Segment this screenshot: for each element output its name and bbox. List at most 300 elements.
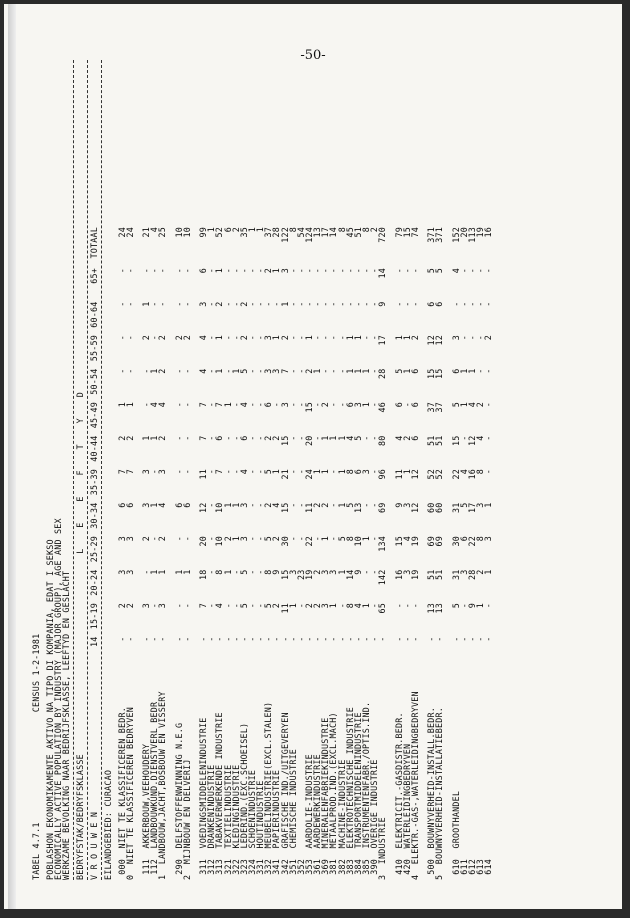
row-value: 13 [426,603,437,614]
row-label: 313 TABAKVERWERKENDE INDUSTRIE [214,712,225,880]
row-value: - [458,335,469,341]
row-value: 1 [287,603,298,609]
row-value: 2 [401,435,412,441]
row-value: - [173,469,184,475]
row-value: 2 [271,435,282,441]
row-label: 390 OVERIGE INDUSTRIE [369,759,380,880]
row-value: 4 [271,502,282,508]
row-value: - [409,636,420,642]
total-col-header: TOTAAL [88,227,99,259]
row-value: 3 [238,536,249,542]
row-value: - [173,536,184,542]
row-value: 2 [474,402,485,408]
row-value: - [247,502,258,508]
row-value: 37 [426,402,437,413]
row-value: 1 [401,335,412,341]
row-value: 2 [304,368,315,374]
row-value: - [450,636,461,642]
row-value: 17 [377,335,388,346]
row-value: - [149,469,160,475]
row-value: 3 [141,502,152,508]
row-value: 6 [198,268,209,274]
table-id: TABEL 4.7.1 [31,822,41,880]
row-value: - [450,301,461,307]
row-total: 6 [222,227,233,233]
row-value: 20 [198,536,209,547]
table-row [378,60,386,880]
row-value: - [230,402,241,408]
row-value: 5 [458,502,469,508]
row-value: - [393,301,404,307]
row-total: 113 [466,227,477,243]
table-title-2: ECONOMICALLY ACTIVE POPULATION BY INDUSTRY (MAJOR GROUP), AGE AND SEX [53,518,64,880]
row-total: 1 [247,227,258,233]
row-value: 2 [304,603,315,609]
row-value: - [312,335,323,341]
page-binding [8,4,16,909]
row-value: 1 [474,603,485,609]
row-value: - [474,636,485,642]
row-value: 5 [434,268,445,274]
age-col-header: 20-24 [88,569,99,596]
row-value: 3 [157,469,168,475]
row-value: 4 [458,469,469,475]
row-label: 385 INSTRUMENTENFABR./OPTIS.IND. [361,701,371,880]
row-value: 1 [458,368,469,374]
row-value: - [328,402,339,408]
age-col-header: 35-39 [88,469,99,496]
row-value: 6 [450,368,461,374]
row-value: - [458,603,469,609]
row-value: - [124,301,135,307]
census-label: CENSUS 1-2-1981 [31,633,41,713]
row-value: - [255,402,266,408]
header-rule-top [73,60,74,880]
row-value: - [336,603,347,609]
row-value: - [320,335,331,341]
row-value: 5 [263,469,274,475]
row-value: 9 [377,301,388,307]
row-value: 22 [450,469,461,480]
row-label: 614 [483,848,494,880]
row-value: - [361,502,371,508]
row-value [167,603,175,637]
row-value: 134 [377,536,388,552]
age-col-header: 45-49 [88,402,99,429]
row-value: 1 [222,402,233,408]
row-value: - [157,636,168,642]
row-value: - [328,335,339,341]
row-value [443,335,451,369]
row-value: 4 [157,502,168,508]
row-value: 3 [320,569,331,575]
row-value [191,335,199,369]
row-value: - [116,636,127,642]
row-value: - [352,636,363,642]
row-value: 3 [483,536,494,542]
row-value: 2 [474,569,485,575]
row-value: - [206,402,217,408]
row-value: 1 [328,435,339,441]
row-value: - [222,469,233,475]
row-label: 331 HOUTINDUSTRIE [255,780,266,880]
row-value [167,402,175,436]
row-value: - [230,301,241,307]
row-value: - [483,402,494,408]
row-value: 1 [336,569,347,575]
row-value: 12 [434,335,445,346]
row-value: 1 [393,335,404,341]
row-value: - [255,435,266,441]
row-value: 4 [238,469,249,475]
row-label: 0 NIET TE KLASSIFICEREN BEDRYVEN [124,707,135,880]
row-value: - [255,502,266,508]
row-value: - [369,636,380,642]
row-value: 1 [361,603,371,609]
age-col-header: 15-19 [88,603,99,630]
row-value: 5 [238,569,249,575]
row-value: 10 [214,536,225,547]
row-value: - [149,335,160,341]
row-value: - [295,402,306,408]
row-value: - [181,536,192,542]
row-value: 6 [426,301,437,307]
row-value: - [271,636,282,642]
row-label: 341 PAPIERINDUSTRIE [271,769,282,880]
row-value: - [287,469,298,475]
row-value: 12 [409,502,420,513]
row-value: 4 [198,335,209,341]
row-value: 2 [124,603,135,609]
row-total: 51 [352,227,363,238]
row-value: 1 [149,435,160,441]
row-total: 14 [328,227,339,238]
row-value: - [247,268,258,274]
table-row [411,60,419,880]
row-value: - [255,603,266,609]
row-value: 3 [458,569,469,575]
row-value: 3 [328,569,339,575]
row-value: 15 [426,368,437,379]
row-value: - [295,502,306,508]
row-value: - [116,301,127,307]
header-rule-mid [87,60,88,880]
row-value [443,603,451,637]
row-value: 16 [393,569,404,580]
row-value: - [304,268,315,274]
row-value: 20 [304,435,315,446]
row-value: 2 [157,536,168,542]
row-value: 1 [361,368,371,374]
row-value [134,536,142,570]
row-value [191,603,199,637]
row-value: 1 [361,536,371,542]
area-label: EILANDGEBIED: CURACAO [102,769,113,880]
row-value: 4 [393,435,404,441]
row-value: 13 [434,603,445,614]
row-value: 8 [263,569,274,575]
row-value: 3 [263,335,274,341]
row-value: 2 [238,335,249,341]
row-value: 1 [141,301,152,307]
row-value: 11 [279,603,290,614]
row-value: - [287,268,298,274]
row-value [386,335,394,369]
row-value: 69 [377,502,388,513]
row-value: - [287,502,298,508]
row-value: 3 [116,536,127,542]
row-value: - [222,268,233,274]
row-value: 2 [157,435,168,441]
row-value: - [230,268,241,274]
row-value: 4 [344,435,355,441]
row-value: 2 [263,435,274,441]
row-value: 18 [198,569,209,580]
row-label: 112 LANDBOUWKUND.DIENSTVERL BEDR [149,701,160,880]
row-value: 6 [263,402,274,408]
row-value: 1 [157,569,168,575]
row-value: - [295,469,306,475]
row-label: 1 LANDBOUW,JACHT,BOSBOUW EN VISSERY [157,691,168,880]
row-value: - [206,268,217,274]
row-value: - [361,569,371,575]
row-value: - [361,268,371,274]
row-value: - [206,569,217,575]
row-value: 1 [483,502,494,508]
row-value: 14 [344,569,355,580]
row-value: 7 [279,368,290,374]
row-value: - [238,268,249,274]
row-value: 1 [222,502,233,508]
row-value: - [247,469,258,475]
row-value: 13 [352,502,363,513]
row-value: - [157,268,168,274]
leeftyd-label: L E E F T Y D [74,384,85,554]
age-col-header: 50-54 [88,368,99,395]
row-value: - [181,603,192,609]
row-value: - [116,368,127,374]
heading-row-label [76,60,85,880]
row-value: - [255,636,266,642]
row-value [443,268,451,302]
row-value: 6 [409,402,420,408]
row-label: 312 DRANKENINDUSTRIE [206,764,217,880]
row-value: - [206,435,217,441]
row-value [134,335,142,369]
row-value: 8 [344,603,355,609]
row-value: - [287,636,298,642]
row-value: - [336,368,347,374]
row-value: - [328,536,339,542]
row-value [191,402,199,436]
row-value: - [369,402,380,408]
row-value: - [312,301,323,307]
row-value: 4 [238,402,249,408]
row-value: 2 [263,268,274,274]
row-value: - [328,301,339,307]
row-value: 1 [230,536,241,542]
row-value: 7 [198,435,209,441]
row-value: 5 [344,502,355,508]
row-value: - [393,636,404,642]
age-col-header: 14 [88,636,99,647]
row-value: - [287,435,298,441]
row-value: - [247,368,258,374]
row-value: 1 [401,368,412,374]
row-value: 1 [312,469,323,475]
row-value: 17 [466,502,477,513]
age-col-header: 55-59 [88,335,99,362]
row-value: - [320,636,331,642]
row-value: 6 [458,536,469,542]
row-value: - [361,301,371,307]
row-value: - [409,268,420,274]
row-label: 323 LEDERIND.(EXC.SCHOEISEL) [238,722,249,880]
row-value: - [369,368,380,374]
row-value: 1 [320,435,331,441]
row-value: 12 [409,469,420,480]
row-value: 4 [401,536,412,542]
row-value: 1 [320,536,331,542]
row-value [134,268,142,302]
row-value: - [336,402,347,408]
row-value: - [173,603,184,609]
row-value: - [255,268,266,274]
row-value: 51 [426,569,437,580]
row-value: 1 [401,469,412,475]
row-value: 1 [320,469,331,475]
row-value: - [401,301,412,307]
row-value: 1 [344,335,355,341]
row-value: - [206,502,217,508]
row-value: 15 [434,368,445,379]
row-value [386,268,394,302]
row-label: 500 BOUWNYVERHEID-INSTALL.BEDR. [426,707,437,880]
row-value: 3 [198,301,209,307]
row-value: 2 [141,335,152,341]
row-value: 15 [279,435,290,446]
row-value: - [230,435,241,441]
row-value [134,603,142,637]
row-value: - [401,402,412,408]
row-value: - [181,435,192,441]
row-value: 31 [450,569,461,580]
row-label: 351 CHEMISCHE INDUSTRIE [287,748,298,880]
row-value: - [369,335,380,341]
row-value: 1 [116,402,127,408]
row-value: 4 [198,368,209,374]
row-value [386,603,394,637]
row-value: - [304,301,315,307]
row-value: 9 [352,569,363,575]
row-value: - [247,402,258,408]
row-value: - [287,536,298,542]
row-total: 20 [458,227,469,238]
row-value: - [393,268,404,274]
row-value: 6 [434,301,445,307]
row-value: - [230,469,241,475]
row-value: 3 [124,536,135,542]
row-value: 2 [214,301,225,307]
row-value: 8 [344,469,355,475]
row-value: 2 [157,368,168,374]
row-value: - [361,636,371,642]
row-value: - [369,435,380,441]
row-value: 22 [304,536,315,547]
row-value: 6 [214,435,225,441]
document-page [4,4,622,909]
row-value: 6 [173,502,184,508]
row-label: 361 AARDEWERKINDUSTRIE [312,754,323,880]
row-label: 3 INDUSTRIE [377,817,388,880]
row-total: 37 [263,227,274,238]
row-value [419,268,427,302]
row-value: 51 [426,435,437,446]
row-value: 6 [409,368,420,374]
row-value: - [426,636,437,642]
heading-row-ages [90,60,99,880]
table-id-line [32,60,40,880]
row-value: - [483,469,494,475]
row-value: - [157,301,168,307]
row-value: - [116,335,127,341]
row-value: - [328,368,339,374]
row-value: - [149,268,160,274]
row-value: - [116,268,127,274]
row-value: 6 [181,502,192,508]
row-value: - [320,268,331,274]
row-value: 4 [450,268,461,274]
row-value: - [328,502,339,508]
row-value: - [352,301,363,307]
row-value: - [263,301,274,307]
row-value: 1 [352,368,363,374]
row-value: - [483,301,494,307]
row-value: 1 [336,502,347,508]
row-value: 15 [393,536,404,547]
row-value: 21 [279,469,290,480]
row-value: - [466,335,477,341]
row-label: 000 NIET TE KLASSIFICEREN BEDR. [116,707,127,880]
row-value: - [474,301,485,307]
row-total: 10 [173,227,184,238]
row-value: 19 [409,536,420,547]
row-value: 1 [458,402,469,408]
row-value: 80 [377,435,388,446]
row-value [167,536,175,570]
row-label: 612 [466,848,477,880]
row-value: - [369,469,380,475]
row-value: - [458,435,469,441]
age-col-header: 65+ [88,268,99,284]
row-value: - [466,268,477,274]
row-value: - [149,301,160,307]
row-value: 6 [352,469,363,475]
row-value: - [336,636,347,642]
row-value: 1 [230,368,241,374]
row-value: - [124,368,135,374]
row-total: 152 [450,227,461,243]
row-value: 3 [401,502,412,508]
row-value: 1 [271,469,282,475]
row-value: 9 [466,603,477,609]
row-total: 15 [401,227,412,238]
row-total: 54 [295,227,306,238]
row-value: - [181,268,192,274]
row-value: - [222,335,233,341]
row-value: 1 [344,368,355,374]
row-value: - [238,636,249,642]
